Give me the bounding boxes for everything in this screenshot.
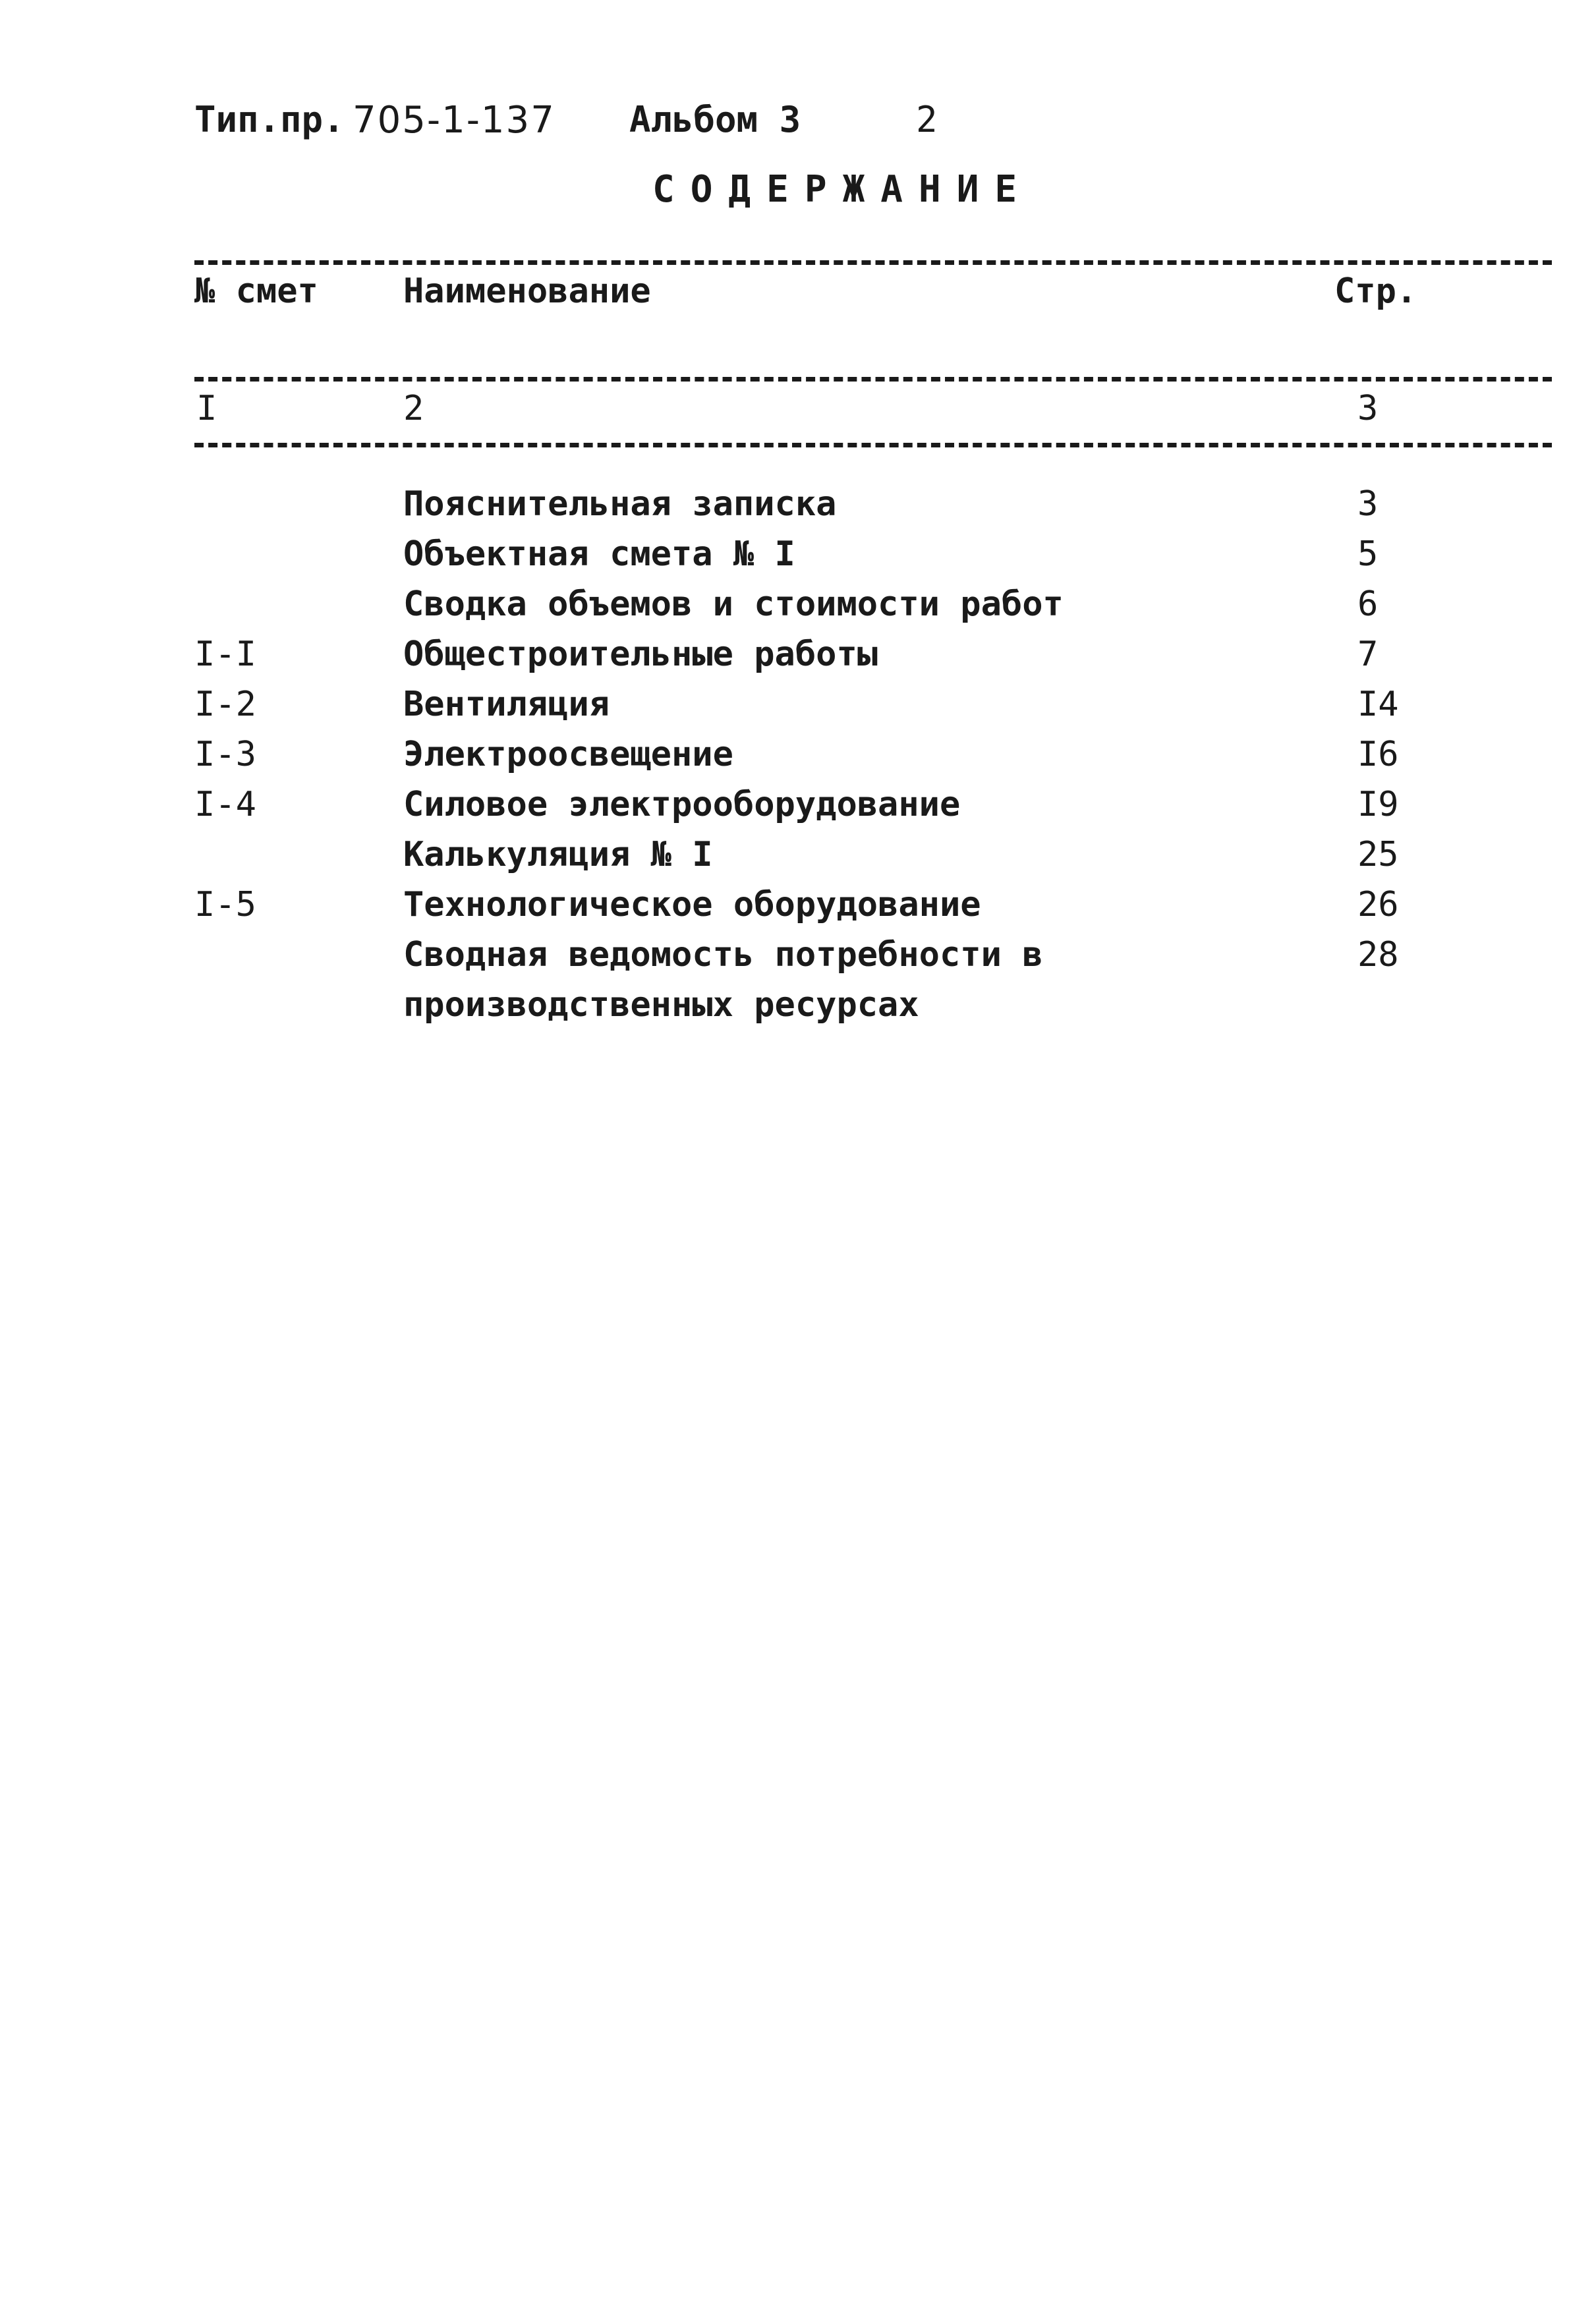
estimate-number: I-I [194, 635, 256, 674]
contents-row [0, 785, 1596, 835]
page-ref: 7 [1357, 635, 1379, 674]
project-code: 705-1-137 [353, 99, 556, 142]
contents-row [0, 635, 1596, 685]
page-ref: I9 [1357, 785, 1399, 824]
column-header-estimate-number: № смет [194, 271, 318, 311]
estimate-number: I-3 [194, 735, 256, 774]
page-ref: 28 [1357, 935, 1399, 975]
page-ref: 25 [1357, 835, 1399, 874]
column-index-3: 3 [1357, 389, 1379, 428]
section-name: Общестроительные работы [403, 635, 878, 674]
album-label: Альбом 3 [629, 99, 801, 140]
column-index-1: I [196, 389, 217, 428]
section-name: Сводная ведомость потребности в [403, 935, 1043, 975]
divider-top [194, 260, 1552, 265]
contents-row [0, 484, 1596, 534]
contents-row [0, 885, 1596, 935]
page-ref: 5 [1357, 534, 1379, 574]
column-header-name: Наименование [403, 271, 651, 311]
page-ref: 3 [1357, 484, 1379, 524]
section-name: Электроосвещение [403, 735, 733, 774]
divider-index [194, 443, 1552, 447]
section-name-continuation: производственных ресурсах [403, 985, 919, 1025]
contents-row [0, 935, 1596, 1035]
page-ref: 26 [1357, 885, 1399, 924]
column-header-page: Стр. [1334, 271, 1417, 311]
page-ref: I4 [1357, 685, 1399, 724]
page-ref: I6 [1357, 735, 1399, 774]
section-name: Технологическое оборудование [403, 885, 981, 924]
page-number: 2 [916, 99, 938, 140]
section-name: Сводка объемов и стоимости работ [403, 584, 1064, 624]
section-name: Калькуляция № I [403, 835, 713, 874]
section-name: Вентиляция [403, 685, 610, 724]
section-name: Пояснительная записка [403, 484, 837, 524]
contents-row [0, 835, 1596, 885]
contents-row [0, 534, 1596, 584]
estimate-number: I-5 [194, 885, 256, 924]
contents-row [0, 735, 1596, 785]
project-label: Тип.пр. [194, 99, 345, 140]
divider-header [194, 377, 1552, 382]
estimate-number: I-4 [194, 785, 256, 824]
page-title: СОДЕРЖАНИЕ [652, 168, 1033, 211]
estimate-number: I-2 [194, 685, 256, 724]
column-index-2: 2 [403, 389, 424, 428]
contents-row [0, 685, 1596, 735]
contents-list [0, 484, 1596, 1035]
section-name: Силовое электрооборудование [403, 785, 961, 824]
contents-row [0, 584, 1596, 635]
section-name: Объектная смета № I [403, 534, 795, 574]
page-ref: 6 [1357, 584, 1379, 624]
